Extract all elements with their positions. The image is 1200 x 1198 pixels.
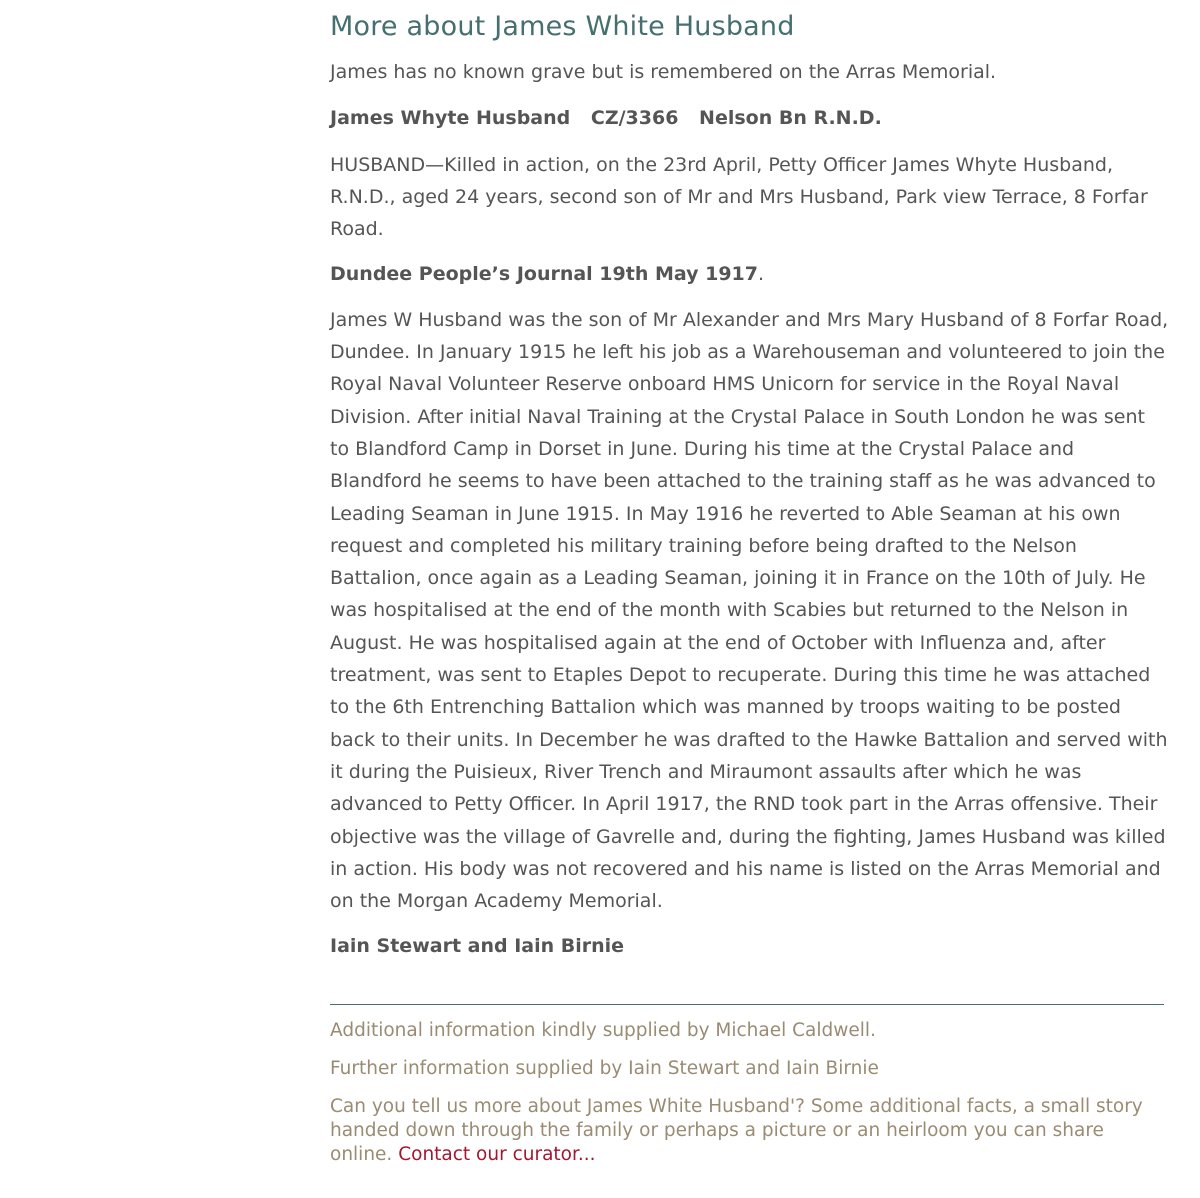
footer-divider	[330, 1004, 1164, 1005]
biography-text: James W Husband was the son of Mr Alexander and Mrs Mary Husband of 8 Forfar Road, Dundee. In January 1915 he left his job as a Warehouseman and volunteered to join the Royal Naval Volunteer Reserve onboard HMS Unicorn for service in the Royal Naval Division. After initial Naval Training at the Crystal Palace in South London he was sent to Blandford Camp in Dorset in June. During his time at the Crystal Palace and Blandford he seems to have been attached to the training staff as he was advanced to Leading Seaman in June 1915. In May 1916 he reverted to Able Seaman at his own request and completed his military training before being drafted to the Nelson Battalion, once again as a Leading Seaman, joining it in France on the 10th of July. He was hospitalised at the end of the month with Scabies but returned to the Nelson in August. He was hospitalised again at the end of October with Influenza and, after treatment, was sent to Etaples Depot to recuperate. During this time he was attached to the 6th Entrenching Battalion which was manned by troops waiting to be posted back to their units. In December he was drafted to the Hawke Battalion and served with it during the Puisieux, River Trench and Miraumont assaults after which he was advanced to Petty Officer. In April 1917, the RND took part in the Arras offensive. Their objective was the village of Gavrelle and, during the fighting, James Husband was killed in action. His body was not recovered and his name is listed on the Arras Memorial and on the Morgan Academy Memorial.	[330, 308, 1169, 913]
service-name: James Whyte Husband	[330, 107, 571, 130]
service-number: CZ/3366	[590, 107, 679, 130]
service-line	[330, 102, 1170, 134]
newspaper-source-title: Dundee People’s Journal 19th May 1917	[330, 263, 759, 286]
newspaper-source	[330, 258, 1170, 290]
contact-curator-link[interactable]: Contact our curator...	[398, 1143, 596, 1165]
page-title: More about James White Husband	[330, 11, 795, 42]
main-content	[330, 0, 1170, 1167]
contribution-prompt	[330, 1095, 1170, 1167]
contribution-prompt-text: Can you tell us more about James White Husband'? Some additional facts, a small story handed down through the family or perhaps a picture or an heirloom you can share online.	[330, 1095, 1143, 1165]
additional-info-text: Additional information kindly supplied by Michael Caldwell.	[330, 1019, 876, 1041]
intro-text: James has no known grave but is remembered on the Arras Memorial.	[330, 61, 997, 83]
authors-credit: Iain Stewart and Iain Birnie	[330, 935, 625, 958]
service-unit: Nelson Bn R.N.D.	[699, 107, 882, 130]
footer-section	[330, 1019, 1170, 1167]
further-info-text: Further information supplied by Iain Stewart and Iain Birnie	[330, 1057, 879, 1079]
newspaper-source-suffix: .	[758, 263, 765, 286]
death-notice: HUSBAND—Killed in action, on the 23rd April, Petty Officer James Whyte Husband, R.N.D., aged 24 years, second son of Mr and Mrs Husband, Park view Terrace, 8 Forfar Road.	[330, 153, 1148, 241]
